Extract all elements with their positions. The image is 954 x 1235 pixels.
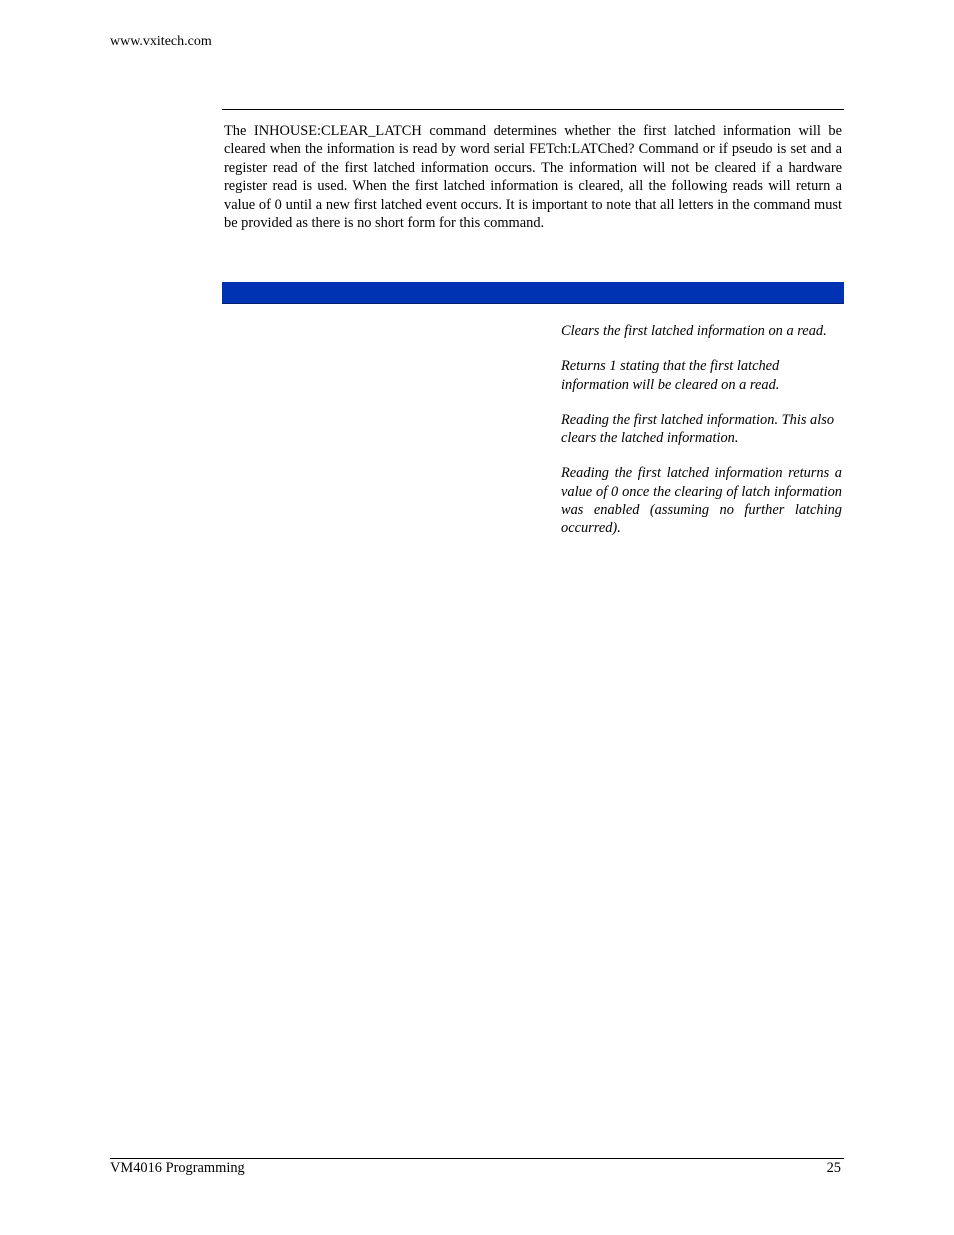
command-description: The INHOUSE:CLEAR_LATCH command determines whether the first latched information will be cleared when the information is read by word serial FETch:LATChed? Command or if pseudo is set and a register read of the first latched information occurs. The information will not be cleared if a hardware register read is used. When the first latched information is cleared, all the following reads will return a value of 0 until a new first latched event occurs. It is important to note that all letters in the command must be provided as there is no short form for this command.: [224, 123, 842, 232]
example-section-bar: [222, 282, 844, 304]
example-note-clear-on-read: Clears the first latched information on a read.: [561, 323, 827, 339]
section-top-rule: [222, 109, 844, 110]
example-note-read-clears: Reading the first latched information. This also clears the latched information.: [561, 411, 835, 447]
footer-document-title: VM4016 Programming: [110, 1160, 245, 1176]
example-note-read-zero: Reading the first latched information returns a value of 0 once the clearing of latch information was enabled (assuming no further latching occurred).: [561, 465, 842, 537]
example-notes: [561, 322, 842, 555]
footer-page-number: 25: [826, 1160, 841, 1176]
footer-rule: [110, 1158, 844, 1159]
header-url: www.vxitech.com: [110, 34, 212, 49]
example-note-query-response: Returns 1 stating that the first latched information will be cleared on a read.: [561, 358, 780, 393]
